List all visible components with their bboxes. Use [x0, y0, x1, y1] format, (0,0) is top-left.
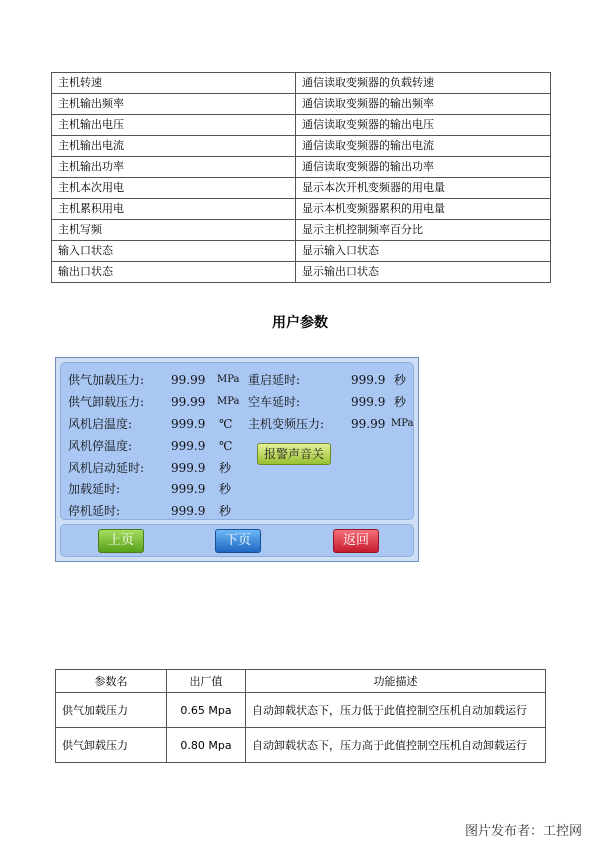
param-unit: ℃ — [219, 439, 233, 453]
image-publisher-credit: 图片发布者：工控网 — [464, 824, 582, 839]
table-row — [52, 262, 551, 283]
param-desc: 通信读取变频器的输出功率 — [296, 157, 551, 178]
param-label: 风机启温度: — [68, 417, 133, 431]
table-row — [52, 178, 551, 199]
param-value[interactable]: 99.99 — [171, 395, 206, 409]
param-value[interactable]: 999.9 — [171, 504, 206, 518]
param-name: 主机累积用电 — [52, 199, 296, 220]
param-desc: 通信读取变频器的负载转速 — [296, 73, 551, 94]
table-row — [52, 115, 551, 136]
param-name: 主机输出功率 — [52, 157, 296, 178]
param-label: 加载延时: — [68, 482, 121, 496]
table-header-row — [56, 670, 546, 693]
monitor-parameter-table — [51, 72, 551, 283]
param-desc: 显示输出口状态 — [296, 262, 551, 283]
table-row — [52, 94, 551, 115]
param-desc: 通信读取变频器的输出电流 — [296, 136, 551, 157]
hmi-navigation-bar — [60, 524, 414, 557]
param-row-fan-start-temp[interactable] — [68, 416, 238, 432]
param-label: 风机停温度: — [68, 439, 133, 453]
param-row-supply-load-pressure[interactable] — [68, 372, 238, 388]
param-value[interactable]: 99.99 — [171, 373, 206, 387]
param-label: 供气加载压力: — [68, 373, 145, 387]
table-row — [52, 136, 551, 157]
param-value[interactable]: 999.9 — [171, 482, 206, 496]
param-desc: 自动卸载状态下，压力高于此值控制空压机自动卸载运行 — [246, 728, 546, 763]
param-name: 输出口状态 — [52, 262, 296, 283]
param-row-restart-delay[interactable] — [248, 372, 413, 388]
param-value[interactable]: 999.9 — [351, 373, 386, 387]
table-row — [52, 73, 551, 94]
param-unit: 秒 — [219, 504, 232, 518]
table-row — [52, 241, 551, 262]
param-value[interactable]: 999.9 — [351, 395, 386, 409]
param-label: 主机变频压力: — [248, 417, 325, 431]
param-name: 主机输出频率 — [52, 94, 296, 115]
table-row — [52, 199, 551, 220]
param-unit: MPa — [391, 418, 414, 429]
back-button[interactable]: 返回 — [333, 529, 379, 553]
param-label: 风机启动延时: — [68, 461, 145, 475]
param-unit: ℃ — [219, 417, 233, 431]
table-row — [52, 157, 551, 178]
table-row — [52, 220, 551, 241]
param-desc: 自动卸载状态下，压力低于此值控制空压机自动加载运行 — [246, 693, 546, 728]
hmi-parameter-panel — [60, 362, 414, 520]
param-desc: 显示输入口状态 — [296, 241, 551, 262]
param-desc: 显示本机变频器累积的用电量 — [296, 199, 551, 220]
param-row-fan-start-delay[interactable] — [68, 460, 238, 476]
alarm-sound-toggle-button[interactable]: 报警声音关 — [257, 443, 331, 465]
param-desc: 通信读取变频器的输出电压 — [296, 115, 551, 136]
param-row-idle-delay[interactable] — [248, 394, 413, 410]
user-parameter-table — [55, 669, 546, 763]
section-title: 用户参数 — [272, 315, 328, 331]
param-label: 空车延时: — [248, 395, 301, 409]
param-row-stop-delay[interactable] — [68, 503, 238, 519]
param-name: 主机本次用电 — [52, 178, 296, 199]
param-name: 输入口状态 — [52, 241, 296, 262]
param-desc: 通信读取变频器的输出频率 — [296, 94, 551, 115]
param-name: 供气加载压力 — [56, 693, 167, 728]
param-unit: 秒 — [394, 373, 407, 387]
table-row — [56, 728, 546, 763]
param-label: 重启延时: — [248, 373, 301, 387]
param-default: 0.80 Mpa — [167, 728, 246, 763]
param-name: 主机输出电压 — [52, 115, 296, 136]
param-row-supply-unload-pressure[interactable] — [68, 394, 238, 410]
param-label: 停机延时: — [68, 504, 121, 518]
column-header: 功能描述 — [246, 670, 546, 693]
column-header: 参数名 — [56, 670, 167, 693]
param-name: 供气卸载压力 — [56, 728, 167, 763]
param-desc: 显示本次开机变频器的用电量 — [296, 178, 551, 199]
param-row-fan-stop-temp[interactable] — [68, 438, 238, 454]
param-unit: 秒 — [394, 395, 407, 409]
param-desc: 显示主机控制频率百分比 — [296, 220, 551, 241]
param-row-load-delay[interactable] — [68, 481, 238, 497]
param-name: 主机写频 — [52, 220, 296, 241]
param-default: 0.65 Mpa — [167, 693, 246, 728]
param-unit: MPa — [217, 396, 240, 407]
param-unit: 秒 — [219, 461, 232, 475]
column-header: 出厂值 — [167, 670, 246, 693]
prev-page-button[interactable]: 上页 — [98, 529, 144, 553]
param-value[interactable]: 999.9 — [171, 439, 206, 453]
param-row-host-vfd-pressure[interactable] — [248, 416, 413, 432]
param-name: 主机输出电流 — [52, 136, 296, 157]
param-unit: 秒 — [219, 482, 232, 496]
param-unit: MPa — [217, 374, 240, 385]
param-label: 供气卸载压力: — [68, 395, 145, 409]
param-value[interactable]: 99.99 — [351, 417, 386, 431]
param-value[interactable]: 999.9 — [171, 417, 206, 431]
hmi-screen — [55, 357, 419, 562]
next-page-button[interactable]: 下页 — [215, 529, 261, 553]
param-value[interactable]: 999.9 — [171, 461, 206, 475]
param-name: 主机转速 — [52, 73, 296, 94]
table-row — [56, 693, 546, 728]
